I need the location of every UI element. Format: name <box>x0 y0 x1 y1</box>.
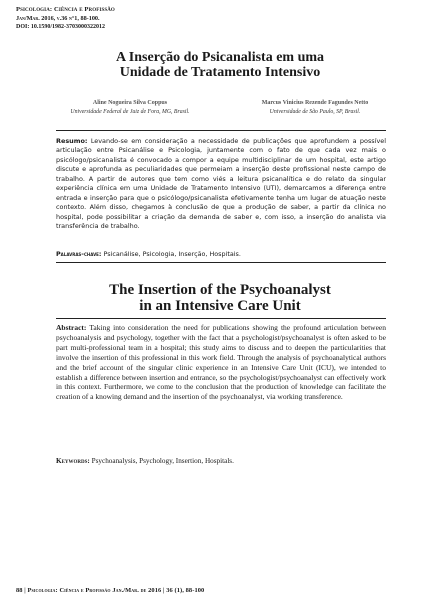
author-1-name: Aline Nogueira Silva Coppus <box>92 100 168 106</box>
keywords-english <box>56 457 386 465</box>
keywords-en-label: Keywords: <box>56 457 90 465</box>
title-portuguese <box>40 50 400 80</box>
keywords-pt-label: Palavras-chave: <box>56 250 102 258</box>
title-pt-line-2: Unidade de Tratamento Intensivo <box>119 65 321 80</box>
doi: DOI: 10.1590/1982-3703000322012 <box>16 24 105 31</box>
abstract-portuguese <box>56 137 386 232</box>
keywords-pt-text: Psicanálise, Psicologia, Inserção, Hospitais. <box>103 250 241 258</box>
journal-header <box>16 6 115 32</box>
abstract-english <box>56 323 386 402</box>
author-2-affiliation: Universidade de São Paulo, SP, Brasil. <box>269 109 361 115</box>
author-1-affiliation: Universidade Federal de Juiz de Fora, MG, Brasil. <box>70 109 190 115</box>
abstract-pt-text: Levando-se em consideração a necessidade de publicações que aprofundem a possível articulação entre Psicanálise e Psicologia, juntamente com o fato de que cada vez mais o psicólogo/psicanalista é convocado a compor a equipe multidisciplinar de um hospital, este artigo discute e aprofunda as peculiaridades que permeiam a inserção deste profissional neste campo de trabalho. A partir de autores que tem como viés a leitura psicanalítica e do relato da singular experiência clínica em uma Unidade de Tratamento Intensivo (UTI), demarcamos a diferença entre entrada e inserção para que o psicólogo/psicanalista efetivamente tenha um lugar de atuação neste contexto. Além disso, chegamos à conclusão de que a produção de saber, a partir da clínica no hospital, pode possibilitar a criação da demanda de saber e, com isso, a inserção do analista via transferência de trabalho. <box>56 137 386 231</box>
title-en-line-2: in an Intensive Care Unit <box>139 298 301 314</box>
title-pt-line-1: A Inserção do Psicanalista em uma <box>115 50 325 65</box>
title-en-line-1: The Insertion of the Psychoanalyst <box>109 282 331 298</box>
author-1 <box>30 99 230 117</box>
divider-top-pt <box>56 130 386 131</box>
page-footer: 88 | Psicologia: Ciência e Profissão Jan./Mar. de 2016 | 36 (1), 88-100 <box>16 587 205 594</box>
journal-name: Psicologia: Ciência e Profissão <box>16 6 115 13</box>
title-english <box>40 282 400 314</box>
keywords-en-text: Psychoanalysis, Psychology, Insertion, Hospitals. <box>91 457 234 465</box>
abstract-en-label: Abstract: <box>56 323 87 332</box>
author-2-name: Marcus Vinicius Rezende Fagundes Netto <box>261 100 369 106</box>
author-2 <box>215 99 415 117</box>
abstract-pt-label: Resumo: <box>56 137 88 145</box>
abstract-en-text: Taking into consideration the need for publications showing the profound articulation between psychoanalysis and psychology, together with the fact that a psychologist/psychoanalyst is often asked to be part multi-professional team in a hospital; this study aims to discuss and to deepen the particularities that involve the insertion of this professional in this work field. Through the analysis of psychoanalytical authors and the brief account of the singular clinic experience in an Intensive Care Unit (ICU), we intended to establish a difference between insertion and entrance, so the psychologist/psychoanalyst can effectively work in this context. Furthermore, we come to the conclusion that the production of knowledge can facilitate the creation of a knowing demand and the insertion of the psychoanalyst, via working transference. <box>56 323 386 402</box>
keywords-portuguese <box>56 250 386 258</box>
divider-top-en <box>56 318 386 319</box>
divider-bottom-pt <box>56 262 386 263</box>
journal-issue: Jan/Mar. 2016, v.36 n°1, 88-100. <box>16 14 100 22</box>
